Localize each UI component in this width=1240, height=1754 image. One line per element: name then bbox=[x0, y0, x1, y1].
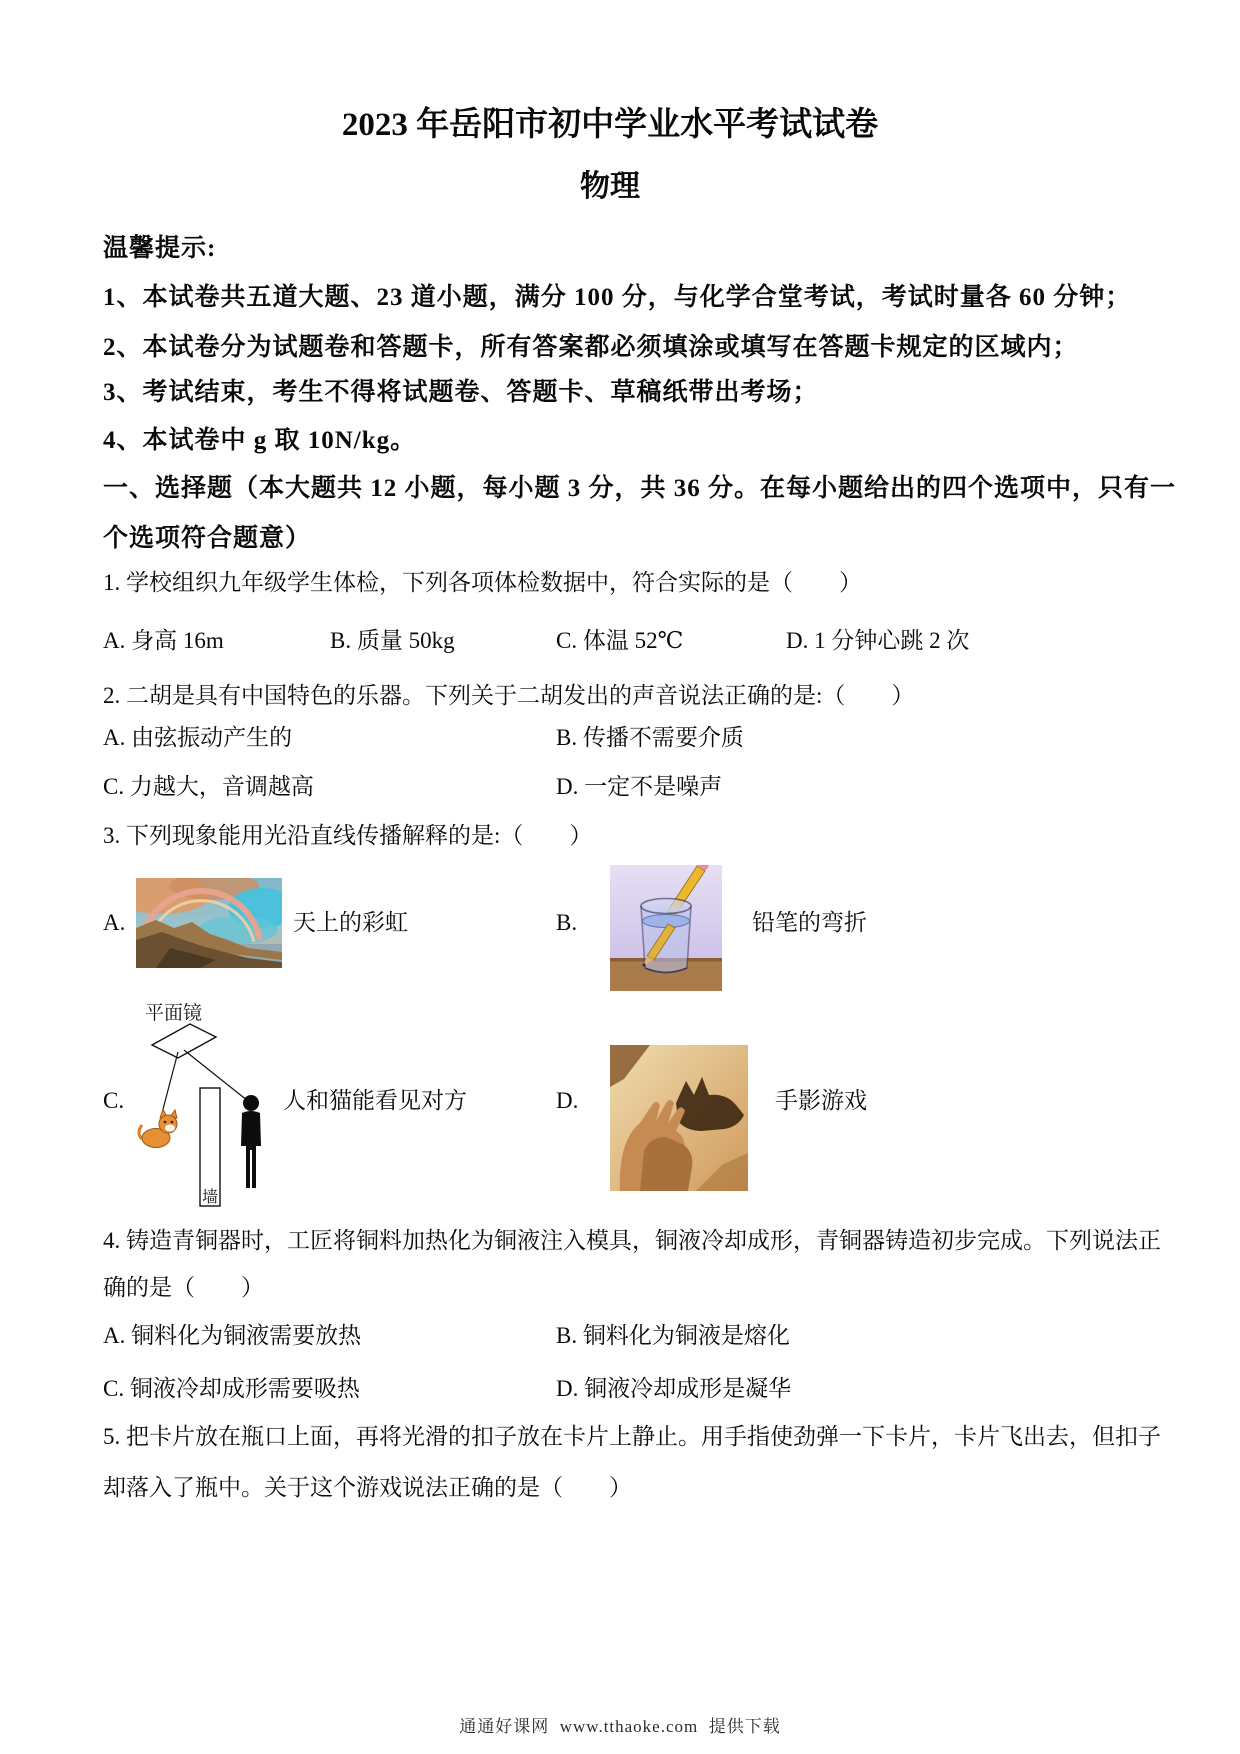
q1-option-b: B. 质量 50kg bbox=[330, 628, 455, 653]
q3-option-d-caption: 手影游戏 bbox=[775, 1088, 867, 1113]
footer-source-note: 通通好课网 www.tthaoke.com 提供下载 bbox=[459, 1717, 781, 1736]
notice-item: 4、本试卷中 g 取 10N/kg。 bbox=[103, 427, 417, 454]
notice-heading: 温馨提示: bbox=[103, 235, 217, 262]
q4-option-a: A. 铜料化为铜液需要放热 bbox=[103, 1323, 362, 1348]
question-4-stem-line: 确的是（ ） bbox=[103, 1275, 264, 1300]
q1-option-a: A. 身高 16m bbox=[103, 628, 224, 653]
q3-option-a-label: A. bbox=[103, 910, 126, 935]
question-5-stem-line: 5. 把卡片放在瓶口上面，再将光滑的扣子放在卡片上静止。用手指使劲弹一下卡片，卡片飞出去，但扣子 bbox=[103, 1424, 1161, 1449]
plane-mirror-label: 平面镜 bbox=[145, 1003, 203, 1024]
q3-option-c-caption: 人和猫能看见对方 bbox=[283, 1088, 467, 1113]
q3-option-a-caption: 天上的彩虹 bbox=[293, 910, 408, 935]
section-heading-line: 一、选择题（本大题共 12 小题，每小题 3 分，共 36 分。在每小题给出的四个选项中，只有一 bbox=[103, 475, 1177, 502]
subject-title: 物理 bbox=[580, 170, 640, 203]
plane-mirror-cat-person-diagram bbox=[112, 990, 268, 1212]
question-5-stem-line: 却落入了瓶中。关于这个游戏说法正确的是（ ） bbox=[103, 1475, 632, 1500]
q2-option-c: C. 力越大，音调越高 bbox=[103, 774, 314, 799]
q4-option-b: B. 铜料化为铜液是熔化 bbox=[556, 1323, 790, 1348]
question-2-stem: 2. 二胡是具有中国特色的乐器。下列关于二胡发出的声音说法正确的是:（ ） bbox=[103, 683, 915, 708]
q2-option-d: D. 一定不是噪声 bbox=[556, 774, 723, 799]
wall-label: 墙 bbox=[202, 1189, 219, 1206]
q1-option-c: C. 体温 52℃ bbox=[556, 628, 684, 653]
q3-option-b-caption: 铅笔的弯折 bbox=[752, 910, 867, 935]
q1-option-d: D. 1 分钟心跳 2 次 bbox=[786, 628, 970, 653]
q3-option-d-label: D. bbox=[556, 1088, 579, 1113]
notice-item: 3、考试结束，考生不得将试题卷、答题卡、草稿纸带出考场； bbox=[103, 379, 819, 406]
notice-item: 1、本试卷共五道大题、23 道小题，满分 100 分，与化学合堂考试，考试时量各 60 分钟； bbox=[103, 284, 1132, 311]
rainbow-photo bbox=[136, 878, 282, 968]
question-1-stem: 1. 学校组织九年级学生体检，下列各项体检数据中，符合实际的是（ ） bbox=[103, 570, 862, 595]
question-3-stem: 3. 下列现象能用光沿直线传播解释的是:（ ） bbox=[103, 823, 593, 848]
q3-option-b-label: B. bbox=[556, 910, 578, 935]
hand-shadow-photo bbox=[610, 1045, 748, 1191]
question-4-stem-line: 4. 铸造青铜器时，工匠将铜料加热化为铜液注入模具，铜液冷却成形，青铜器铸造初步完成。下列说法正 bbox=[103, 1228, 1161, 1253]
notice-item: 2、本试卷分为试题卷和答题卡，所有答案都必须填涂或填写在答题卡规定的区域内； bbox=[103, 334, 1079, 361]
q2-option-a: A. 由弦振动产生的 bbox=[103, 725, 293, 750]
q4-option-c: C. 铜液冷却成形需要吸热 bbox=[103, 1376, 360, 1401]
section-heading-line: 个选项符合题意） bbox=[103, 525, 312, 552]
page-title: 2023 年岳阳市初中学业水平考试试卷 bbox=[341, 107, 879, 143]
pencil-in-water-glass-picture bbox=[610, 865, 722, 991]
q4-option-d: D. 铜液冷却成形是凝华 bbox=[556, 1376, 792, 1401]
q3-option-c-label: C. bbox=[103, 1088, 125, 1113]
q2-option-b: B. 传播不需要介质 bbox=[556, 725, 744, 750]
